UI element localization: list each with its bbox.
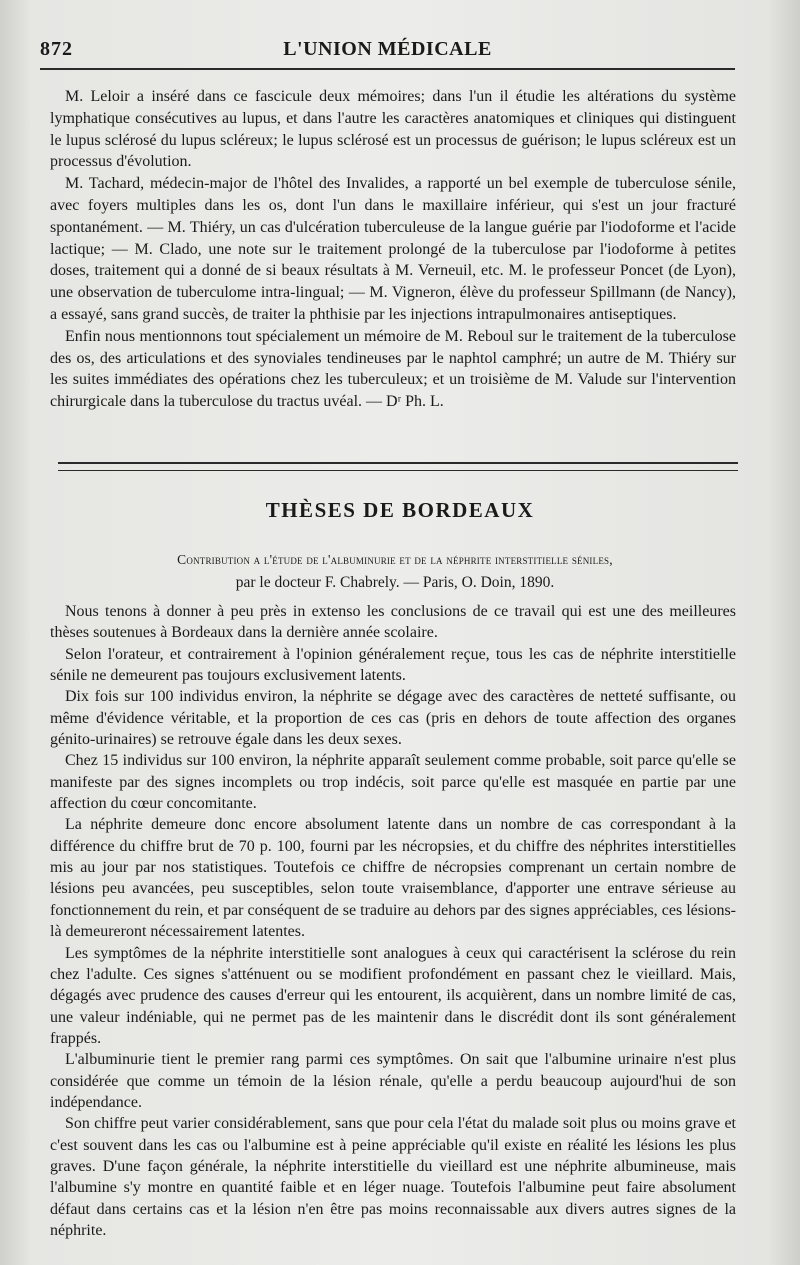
thesis-title: Contribution a l'étude de l'albuminurie et de la néphrite interstitielle séniles,	[177, 552, 613, 567]
paragraph-thesis-7: L'albuminurie tient le premier rang parmi ces symptômes. On sait que l'albumine urinaire n'est plus considérée que comme un témoin de la lésion rénale, qu'elle a perdu beaucoup aujourd'hui de son indépendance.	[50, 1051, 736, 1111]
header-rule	[40, 68, 735, 70]
page-header	[40, 38, 735, 64]
thesis-text-block	[50, 601, 736, 1241]
paragraph-thesis-2: Selon l'orateur, et contrairement à l'opinion généralement reçue, tous les cas de néphrite interstitielle sénile ne demeurent pas toujours exclusivement latents.	[50, 645, 736, 685]
thesis-byline: par le docteur F. Chabrely. — Paris, O. Doin, 1890.	[235, 574, 555, 591]
paragraph-thesis-4: Chez 15 individus sur 100 environ, la néphrite apparaît seulement comme probable, soit parce qu'elle se manifeste par des signes incomplets ou trop indécis, soit parce qu'elle est masquée en partie par une affection du cœur concomitante.	[50, 752, 736, 813]
paragraph-tachard: M. Tachard, médecin-major de l'hôtel des Invalides, a rapporté un bel exemple de tuberculose sénile, avec foyers multiples dans les os, dont l'un dans le maxillaire inférieur, qui s'est un jour fracturé spontanément. — M. Thiéry, un cas d'ulcération tuberculeuse de la langue guérie par l'iodoforme et l'acide lactique; — M. Clado, une note sur le traitement prolongé de la tuberculose par l'iodoforme à petites doses, traitement qui a donné de si beaux résultats à M. Verneuil, etc. M. le professeur Poncet (de Lyon), une observation de tuberculome intra-lingual; — M. Vigneron, élève du professeur Spillmann (de Nancy), a essayé, sans grand succès, de traiter la phthisie par les injections intrapulmonaires antiseptiques.	[50, 175, 736, 323]
page-number: 872	[40, 38, 73, 60]
intro-text-block	[50, 86, 736, 413]
paragraph-thesis-3: Dix fois sur 100 individus environ, la néphrite se dégage avec des caractères de netteté suffisante, ou même d'évidence véritable, et la proportion de ces cas (pris en dehors de toute affection des organes génito-urinaires) se retrouve égale dans les deux sexes.	[50, 688, 736, 749]
paragraph-leloir: M. Leloir a inséré dans ce fascicule deux mémoires; dans l'un il étudie les altérations du système lymphatique consécutives au lupus, et dans l'autre les caractères anatomiques et cliniques qui distinguent le lupus sclérosé du lupus scléreux; le lupus sclérosé est un processus de guérison; le lupus scléreux est un processus d'évolution.	[50, 88, 736, 171]
paragraph-thesis-1: Nous tenons à donner à peu près in extenso les conclusions de ce travail qui est une des meilleures thèses soutenues à Bordeaux dans la dernière année scolaire.	[50, 603, 736, 642]
paragraph-reboul: Enfin nous mentionnons tout spécialement un mémoire de M. Reboul sur le traitement de la tuberculose des os, des articulations et des synoviales tendineuses par le naphtol camphré; un autre de M. Thiéry sur les suites immédiates des opérations chez les tuberculeux; et un troisième de M. Valude sur l'intervention chirurgicale dans la tuberculose du tractus uvéal. — Dʳ Ph. L.	[50, 327, 736, 411]
thesis-reference	[55, 548, 735, 594]
section-title: THÈSES DE BORDEAUX	[265, 498, 535, 522]
paragraph-thesis-5: La néphrite demeure donc encore absolument latente dans un nombre de cas correspondant à la différence du chiffre brut de 70 p. 100, fourni par les nécropsies, et du chiffre des néphrites interstitielles mis au jour par nos statistiques. Toutefois ce chiffre de nécropsies comprenant un certain nombre de lésions peu avancées, peu susceptibles, selon toute vraisemblance, d'apporter une entrave sérieuse au fonctionnement du rein, et par conséquent de se traduire au dehors par des signes appréciables, ces lésions-là demeureront nécessairement latentes.	[50, 816, 736, 941]
paragraph-thesis-8: Son chiffre peut varier considérablement, sans que pour cela l'état du malade soit plus ou moins grave et c'est souvent dans les cas ou l'albumine est à peine appréciable qu'il existe en réalité les lésions les plus graves. D'une façon générale, la néphrite interstitielle du vieillard est une néphrite albumineuse, mais l'albumine s'y montre en quantité faible et en léger nuage. Toutefois l'albumine peut faire absolument défaut dans certains cas et la lésion n'en être pas moins reconnaissable aux divers autres signes de la néphrite.	[50, 1115, 736, 1239]
paragraph-thesis-6: Les symptômes de la néphrite interstitielle sont analogues à ceux qui caractérisent la sclérose du rein chez l'adulte. Ces signes s'atténuent ou se modifient profondément en passant chez le vieillard. Mais, dégagés avec prudence des causes d'erreur qui les entourent, ils acquièrent, dans un nombre limité de cas, une valeur indéniable, qui ne permet pas de les maintenir dans le discrédit dont ils sont généralement frappés.	[50, 944, 736, 1047]
running-title: L'UNION MÉDICALE	[283, 38, 492, 60]
section-divider	[58, 462, 738, 471]
